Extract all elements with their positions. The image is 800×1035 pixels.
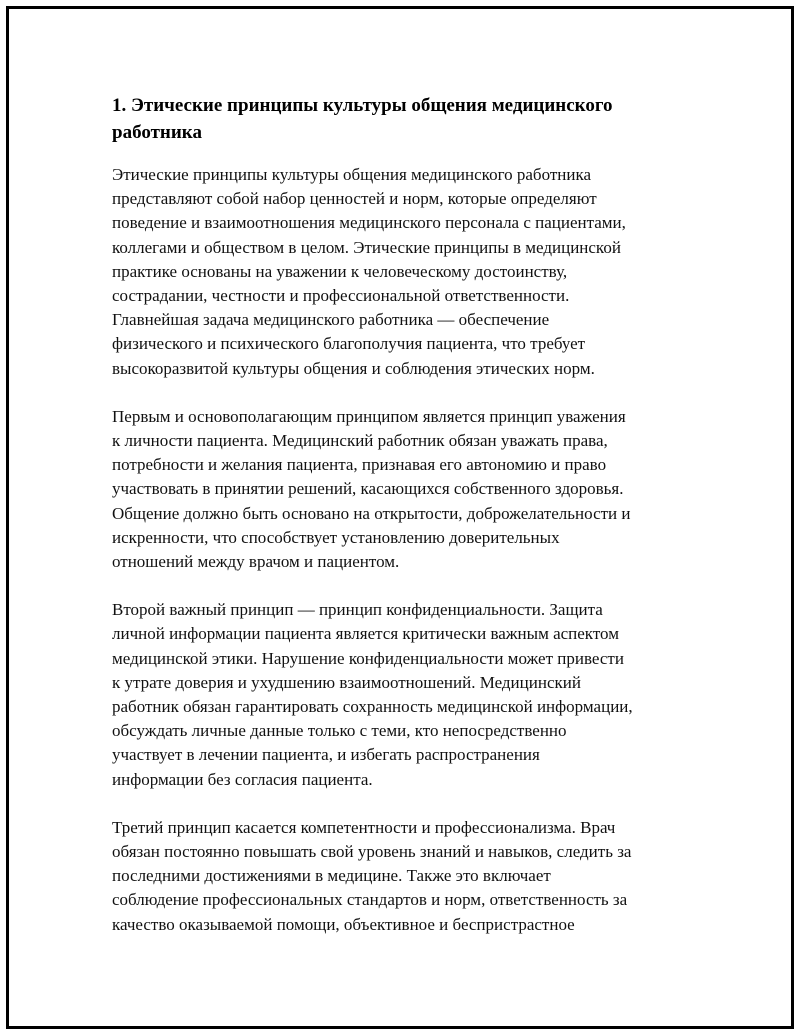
text-line: Общение должно быть основано на открытости, доброжелательности и [112, 503, 631, 523]
text-line: практике основаны на уважении к человеческому достоинству, [112, 261, 568, 281]
text-line: представляют собой набор ценностей и норм, которые определяют [112, 189, 597, 209]
text-line: работник обязан гарантировать сохранность медицинской информации, [112, 697, 633, 717]
paragraph-3 [112, 598, 692, 792]
text-line: соблюдение профессиональных стандартов и норм, ответственность за [112, 890, 628, 910]
text-line: обязан постоянно повышать свой уровень знаний и навыков, следить за [112, 842, 632, 862]
text-line: Первым и основополагающим принципом является принцип уважения [112, 406, 626, 426]
text-line: последними достижениями в медицине. Также это включает [112, 866, 551, 886]
paragraph-2 [112, 405, 692, 574]
text-line: участвует в лечении пациента, и избегать распространения [112, 745, 540, 765]
text-line: участвовать в принятии решений, касающихся собственного здоровья. [112, 479, 624, 499]
text-line: Этические принципы культуры общения медицинского работника [112, 165, 592, 184]
paragraph-4 [112, 816, 692, 937]
heading-line: работника [112, 122, 202, 143]
text-line: к личности пациента. Медицинский работник обязан уважать права, [112, 431, 608, 451]
text-line: Второй важный принцип — принцип конфиденциальности. Защита [112, 600, 603, 620]
text-line: искренности, что способствует установлению доверительных [112, 527, 560, 547]
text-line: поведение и взаимоотношения медицинского персонала с пациентами, [112, 213, 626, 233]
text-line: информации без согласия пациента. [112, 769, 373, 789]
text-line: Главнейшая задача медицинского работника — обеспечение [112, 310, 550, 330]
text-line: личной информации пациента является критически важным аспектом [112, 624, 619, 644]
text-line: физического и психического благополучия пациента, что требует [112, 334, 586, 354]
text-line: качество оказываемой помощи, объективное и беспристрастное [112, 914, 575, 934]
text-line: обсуждать личные данные только с теми, кто непосредственно [112, 721, 567, 741]
section-heading [112, 92, 692, 146]
heading-line: 1. Этические принципы культуры общения медицинского [112, 95, 613, 116]
text-line: Третий принцип касается компетентности и профессионализма. Врач [112, 817, 616, 837]
paragraph-1 [112, 163, 692, 381]
document-body [112, 92, 692, 961]
text-line: к утрате доверия и ухудшению взаимоотношений. Медицинский [112, 672, 581, 692]
text-line: высокоразвитой культуры общения и соблюдения этических норм. [112, 358, 595, 378]
text-line: отношений между врачом и пациентом. [112, 552, 400, 572]
text-line: сострадании, честности и профессиональной ответственности. [112, 286, 570, 306]
text-line: потребности и желания пациента, признавая его автономию и право [112, 455, 607, 475]
text-line: медицинской этики. Нарушение конфиденциальности может привести [112, 648, 624, 668]
text-line: коллегами и обществом в целом. Этические принципы в медицинской [112, 237, 621, 257]
